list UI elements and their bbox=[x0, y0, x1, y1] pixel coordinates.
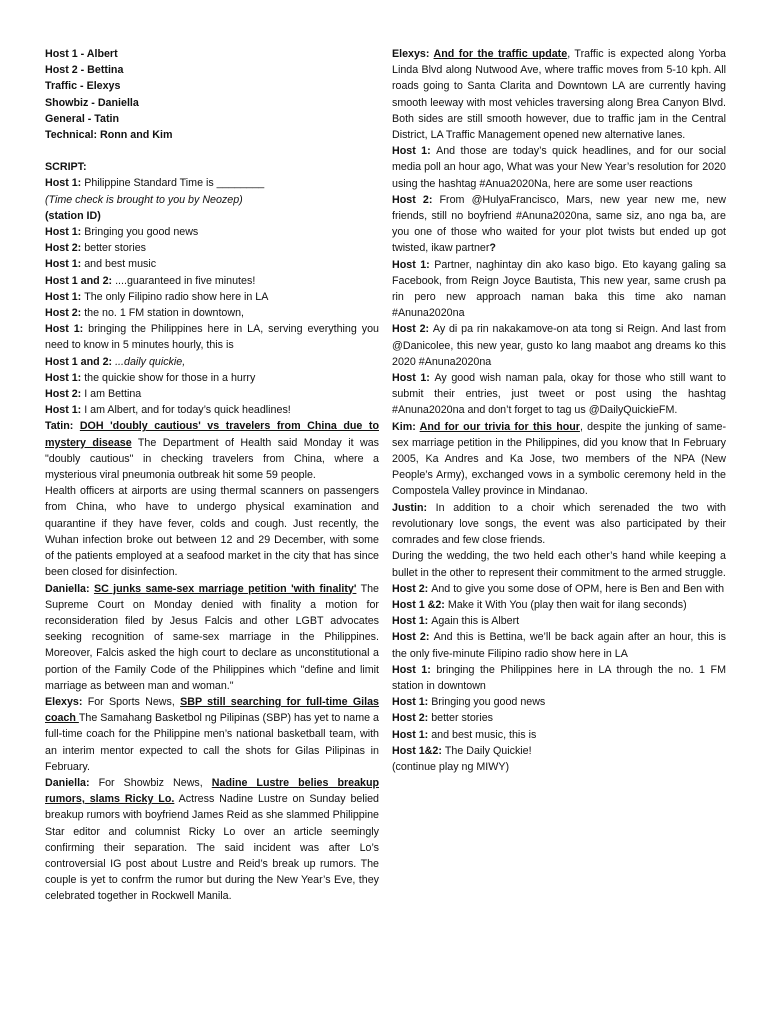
left-column bbox=[45, 46, 379, 986]
speaker-label: Host 1 and 2: bbox=[45, 355, 116, 368]
script-paragraph bbox=[45, 402, 379, 418]
script-paragraph bbox=[45, 46, 379, 62]
script-paragraph bbox=[45, 159, 379, 175]
script-text: I am Bettina bbox=[84, 388, 142, 401]
script-text: the quickie show for those in a hurry bbox=[84, 371, 256, 384]
script-text: And those are today’s quick headlines, and for our social media poll an hour ago, What was your New Year’s resolution for 2020 using the hashtag #Anua2020Na, here are some user reactions bbox=[392, 145, 726, 190]
speaker-label: Host 1: bbox=[45, 258, 85, 271]
right-column bbox=[392, 46, 726, 986]
script-paragraph bbox=[45, 224, 379, 240]
speaker-label: Host 1: bbox=[392, 145, 437, 158]
speaker-label: Host 1: bbox=[392, 728, 432, 741]
speaker-label: Justin: bbox=[392, 501, 436, 514]
speaker-label: Elexys: bbox=[392, 48, 434, 60]
script-paragraph bbox=[45, 175, 379, 191]
script-text: (continue play ng MIWY) bbox=[392, 760, 510, 773]
speaker-label: Host 1: bbox=[45, 371, 85, 384]
speaker-label: SCRIPT: bbox=[45, 161, 87, 174]
speaker-label: Host 1 - Albert bbox=[45, 48, 118, 60]
script-paragraph bbox=[392, 613, 726, 629]
headline-link-text: SBP still searching for full-time Gilas coach bbox=[45, 695, 380, 725]
script-text: And this is Bettina, we’ll be back again after an hour, this is the only five-minute Filipino radio show here in LA bbox=[392, 631, 726, 660]
script-paragraph bbox=[392, 597, 726, 613]
script-paragraph bbox=[45, 78, 379, 94]
script-text: For Showbiz News, bbox=[98, 776, 212, 789]
speaker-label: Host 1: bbox=[392, 663, 437, 676]
script-text: In addition to a choir which serenaded the two with revolutionary love songs, the event was also participated by their comrades and few close friends. bbox=[392, 501, 726, 547]
speaker-label: Host 1: bbox=[392, 696, 432, 709]
script-text: For Sports News, bbox=[87, 695, 181, 708]
script-text: the no. 1 FM station in downtown, bbox=[84, 307, 245, 320]
script-paragraph bbox=[392, 662, 726, 694]
script-paragraph bbox=[45, 370, 379, 386]
script-paragraph bbox=[45, 240, 379, 256]
speaker-label: Kim: bbox=[392, 420, 420, 433]
script-paragraph bbox=[392, 321, 726, 370]
speaker-label: Daniella: bbox=[45, 776, 99, 789]
headline-link-text: DOH 'doubly cautious' vs travelers from China due to mystery disease bbox=[45, 420, 379, 449]
speaker-label: Host 1 &2: bbox=[392, 598, 448, 611]
speaker-label: Host 1&2: bbox=[392, 744, 445, 757]
script-text: , despite the junking of same-sex marriage petition in the Philippines, did you know that In February 2005, Ka Andres and Ka Jose, two members of the NPA (New People’s Army), exchanged vows in a symbolic ceremony held in the Compostela Valley province in Mindanao. bbox=[392, 420, 727, 498]
script-paragraph bbox=[392, 727, 726, 743]
script-text: Partner, naghintay din ako kaso bigo. Eto kayang galing sa Facebook, from Reign Joyce Bautista, This new year, same crush pa rin pero new approach naman baka this time ako naman #Anuna2020na bbox=[392, 258, 726, 320]
script-paragraph bbox=[45, 321, 379, 353]
script-paragraph bbox=[45, 208, 379, 224]
speaker-label: (station ID) bbox=[45, 209, 101, 222]
script-text: Health officers at airports are using thermal scanners on passengers from China, who have to undergo physical examination and quarantine if they have fever, colds and cough. Just recently, the Wuhan infection broke out between 12 and 29 December, with some of the patients employed at a seafood market in the city that has since been closed for disinfection. bbox=[45, 485, 379, 579]
script-paragraph bbox=[392, 548, 726, 580]
script-paragraph bbox=[392, 500, 726, 549]
script-text: Actress Nadine Lustre on Sunday belied breakup rumors with boyfriend James Reid as she slammed Philippine Star editor and columnist Ricky Lo over an article seemingly confirming their separation. The said incident was after Lo’s controversial IG post about Lustre and Reid’s break up rumors. The couple is yet to confrm the rumor but during the New Year’s Eve, they celebrated together in Rockwell Manila. bbox=[45, 793, 379, 903]
script-text: (Time check is brought to you by Neozep) bbox=[45, 193, 243, 206]
speaker-label: Host 2 - Bettina bbox=[45, 64, 124, 77]
script-text: Again this is Albert bbox=[431, 615, 520, 628]
speaker-label: Host 2: bbox=[45, 242, 85, 255]
script-paragraph bbox=[392, 759, 726, 775]
headline-link-text: Nadine Lustre belies breakup rumors, slams Ricky Lo. bbox=[45, 776, 380, 806]
script-paragraph bbox=[392, 192, 726, 257]
script-text: Ay di pa rin nakakamove-on ata tong si Reign. And last from @Danicolee, this new year, gusto ko lang maabot ang dreams ko this 2020 #Anuna2020na bbox=[392, 323, 726, 368]
script-paragraph bbox=[45, 305, 379, 321]
script-text: The Supreme Court on Monday denied with finality a motion for reconsideration filed by Jesus Falcis and other LGBT advocates seeking recognition of same-sex marriage in the Philippines. Moreover, Falcis asked the high court to declare as unconstitutional a portion of the Family Code of the Philippines which "define and limit marriage as between man and woman." bbox=[45, 582, 380, 692]
script-paragraph bbox=[392, 710, 726, 726]
speaker-label: Host 1: bbox=[392, 372, 435, 385]
script-text: I am Albert, and for today’s quick headlines! bbox=[84, 404, 291, 417]
script-text: The Daily Quickie! bbox=[444, 744, 532, 757]
speaker-label: General - Tatin bbox=[45, 112, 120, 125]
script-paragraph bbox=[45, 354, 379, 370]
script-text: From @HulyaFrancisco, Mars, new year new me, new friends, still no boyfriend #Anuna2020na, same siz, ano nga ba, are you one of those who waited for your plot twists but ended up got twisted, ikaw partner bbox=[392, 193, 726, 255]
speaker-label: Host 2: bbox=[392, 193, 440, 206]
speaker-label: Host 1: bbox=[45, 177, 85, 190]
speaker-label: Technical: Ronn and Kim bbox=[45, 129, 173, 142]
script-paragraph bbox=[45, 62, 379, 78]
script-text: ... bbox=[115, 355, 124, 368]
script-text: Make it With You (play then wait for ilang seconds) bbox=[447, 598, 687, 611]
speaker-label: Host 1: bbox=[45, 323, 89, 336]
speaker-label: Daniella: bbox=[45, 582, 94, 595]
speaker-label: Host 1: bbox=[45, 290, 85, 303]
script-paragraph bbox=[45, 418, 379, 483]
script-text: Ay good wish naman pala, okay for those who still want to submit their entries, just tweet or post using the hashtag #Anuna2020na and don’t forget to tag us @DailyQuickieFM. bbox=[392, 372, 726, 417]
speaker-label: Host 2: bbox=[392, 582, 432, 595]
script-paragraph bbox=[45, 775, 379, 905]
script-paragraph bbox=[45, 127, 379, 143]
speaker-label: Host 2: bbox=[392, 323, 433, 336]
script-text: Philippine Standard Time is ________ bbox=[84, 177, 265, 190]
speaker-label: Elexys: bbox=[45, 695, 88, 708]
speaker-label: Host 2: bbox=[45, 388, 85, 401]
speaker-label: Host 1: bbox=[392, 615, 432, 628]
script-text: bringing the Philippines here in LA, serving everything you need to know in 5 minutes hourly, this is bbox=[45, 323, 379, 352]
speaker-label: Host 1: bbox=[45, 226, 85, 239]
script-text: bringing the Philippines here in LA through the no. 1 FM station in downtown bbox=[392, 663, 726, 692]
script-paragraph bbox=[392, 694, 726, 710]
speaker-label: Host 1: bbox=[392, 258, 435, 271]
script-text: daily quickie, bbox=[124, 355, 186, 368]
speaker-label: Host 2: bbox=[392, 631, 434, 644]
script-paragraph bbox=[45, 289, 379, 305]
script-paragraph bbox=[45, 95, 379, 111]
script-paragraph bbox=[45, 483, 379, 580]
script-page bbox=[45, 46, 726, 986]
script-text: Bringing you good news bbox=[431, 696, 546, 709]
script-text: and best music bbox=[84, 258, 157, 271]
script-text: The only Filipino radio show here in LA bbox=[84, 290, 269, 303]
script-paragraph bbox=[392, 46, 726, 143]
script-paragraph bbox=[45, 111, 379, 127]
script-paragraph bbox=[45, 273, 379, 289]
script-paragraph bbox=[392, 581, 726, 597]
script-text: During the wedding, the two held each other’s hand while keeping a bullet in the other to represent their commitment to the armed struggle. bbox=[392, 550, 726, 579]
script-text: Bringing you good news bbox=[84, 226, 199, 239]
speaker-label: Host 2: bbox=[392, 712, 432, 725]
script-text: better stories bbox=[84, 242, 146, 255]
script-paragraph bbox=[45, 581, 379, 694]
script-paragraph bbox=[45, 386, 379, 402]
speaker-label: Tatin: bbox=[45, 420, 80, 433]
speaker-label: Traffic - Elexys bbox=[45, 80, 121, 93]
speaker-label: Host 2: bbox=[45, 307, 85, 320]
speaker-label: Host 1 and 2: bbox=[45, 274, 116, 287]
script-paragraph bbox=[392, 419, 726, 500]
script-paragraph bbox=[45, 192, 379, 208]
script-text: better stories bbox=[431, 712, 493, 725]
script-text: The Samahang Basketbol ng Pilipinas (SBP) has yet to name a full-time coach for the Philippine men’s national basketball team, with an interim mentor expected to call the shots for Gilas Pilipinas in February. bbox=[45, 712, 380, 773]
speaker-label: Showbiz - Daniella bbox=[45, 96, 139, 109]
script-text: , Traffic is expected along Yorba Linda Blvd along Nutwood Ave, where traffic moves from 5-10 kph. All roads going to Santa Clarita and Downtown LA are currently having smooth leeway with most vehicles traversing along Brea Canyon Blvd. Both sides are still smooth however, due to traffic jam in the Central District, LA Traffic Management opened new alternative lanes. bbox=[392, 48, 727, 142]
script-text: and best music, this is bbox=[431, 728, 537, 741]
script-paragraph bbox=[392, 257, 726, 322]
script-paragraph bbox=[392, 629, 726, 661]
speaker-label: Host 1: bbox=[45, 404, 85, 417]
script-text: And to give you some dose of OPM, here is Ben and Ben with bbox=[431, 582, 725, 595]
blank-line bbox=[45, 143, 379, 159]
script-paragraph bbox=[392, 143, 726, 192]
headline-link-text: And for the traffic update bbox=[433, 48, 568, 60]
headline-link-text: SC junks same-sex marriage petition 'with finality' bbox=[93, 582, 357, 595]
script-paragraph bbox=[45, 694, 379, 775]
script-text: ? bbox=[489, 242, 496, 255]
script-paragraph bbox=[45, 256, 379, 272]
script-paragraph bbox=[392, 370, 726, 419]
script-text: The Department of Health said Monday it was "doubly cautious" in checking travelers from China, where a mysterious viral pneumonia outbreak hit some 59 people. bbox=[45, 436, 379, 482]
headline-link-text: And for our trivia for this hour bbox=[419, 420, 580, 433]
script-paragraph bbox=[392, 743, 726, 759]
script-text: ....guaranteed in five minutes! bbox=[115, 274, 256, 287]
